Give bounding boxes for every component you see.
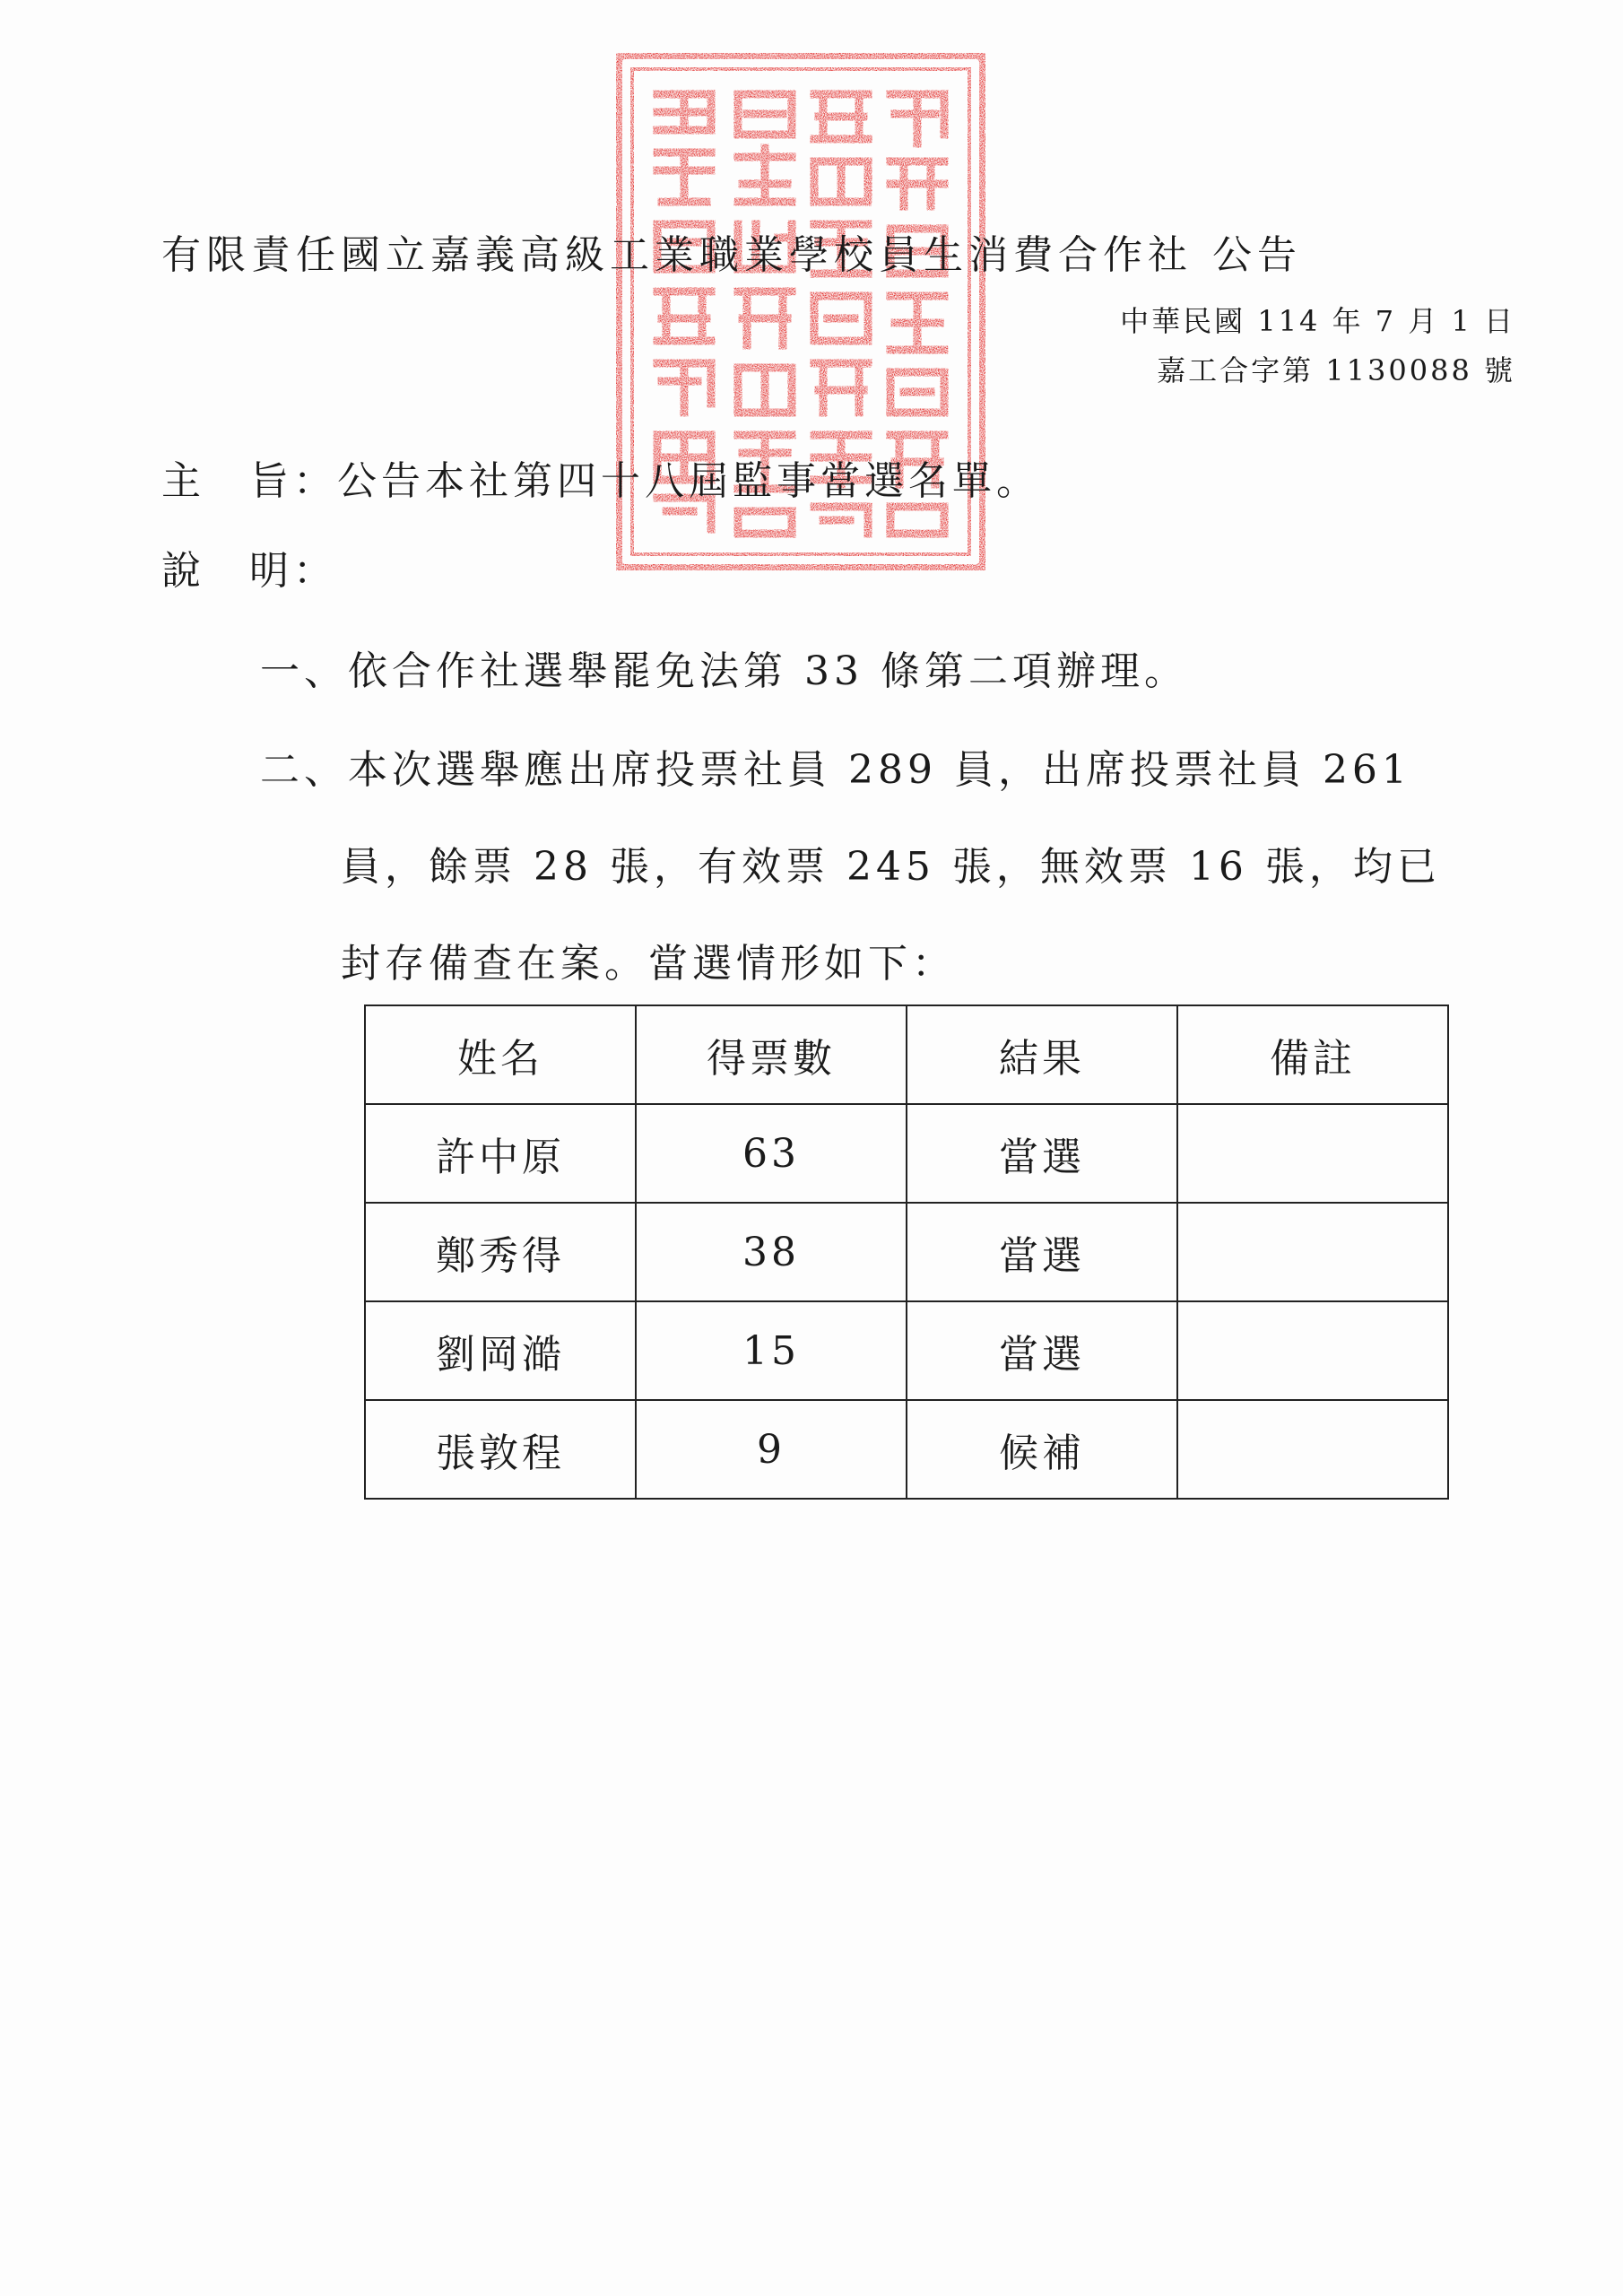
explanation-item-2-line-3: 封存備查在案。當選情形如下： xyxy=(341,941,956,987)
vote-count: 63 xyxy=(636,1104,907,1203)
note-cell xyxy=(1177,1301,1448,1400)
election-result: 候補 xyxy=(907,1400,1177,1499)
announcement-title xyxy=(161,222,1524,280)
subject-text: 公告本社第四十八屆監事當選名單。 xyxy=(337,458,1040,504)
note-cell xyxy=(1177,1400,1448,1499)
organization-name: 有限責任國立嘉義高級工業職業學校員生消費合作社 xyxy=(161,232,1193,278)
vote-count: 15 xyxy=(636,1301,907,1400)
election-result: 當選 xyxy=(907,1104,1177,1203)
explanation-item-1: 一、依合作社選舉罷免法第 33 條第二項辦理。 xyxy=(260,648,1188,694)
document-type: 公告 xyxy=(1212,232,1302,278)
table-row xyxy=(365,1301,1448,1400)
candidate-name: 鄭秀得 xyxy=(365,1203,636,1301)
vote-count: 38 xyxy=(636,1203,907,1301)
document-number: 嘉工合字第 1130088 號 xyxy=(1157,353,1515,387)
candidate-name: 許中原 xyxy=(365,1104,636,1203)
header-result: 結果 xyxy=(907,1005,1177,1104)
note-cell xyxy=(1177,1203,1448,1301)
vote-count: 9 xyxy=(636,1400,907,1499)
note-cell xyxy=(1177,1104,1448,1203)
candidate-name: 張敦程 xyxy=(365,1400,636,1499)
table-row xyxy=(365,1104,1448,1203)
header-votes: 得票數 xyxy=(636,1005,907,1104)
table-row xyxy=(365,1400,1448,1499)
table-row xyxy=(365,1203,1448,1301)
issue-date: 中華民國 114 年 7 月 1 日 xyxy=(1120,304,1515,338)
explanation-item-2-line-1: 二、本次選舉應出席投票社員 289 員，出席投票社員 261 xyxy=(260,747,1411,793)
explanation-item-2-line-2: 員，餘票 28 張，有效票 245 張，無效票 16 張，均已 xyxy=(341,844,1441,890)
table-header-row xyxy=(365,1005,1448,1104)
candidate-name: 劉岡澔 xyxy=(365,1301,636,1400)
explanation-label: 說 明： xyxy=(161,548,337,594)
election-result: 當選 xyxy=(907,1203,1177,1301)
election-results-table xyxy=(364,1004,1449,1500)
subject-label: 主 旨： xyxy=(161,458,337,504)
subject-line xyxy=(161,448,1040,506)
election-result: 當選 xyxy=(907,1301,1177,1400)
header-name: 姓名 xyxy=(365,1005,636,1104)
header-note: 備註 xyxy=(1177,1005,1448,1104)
